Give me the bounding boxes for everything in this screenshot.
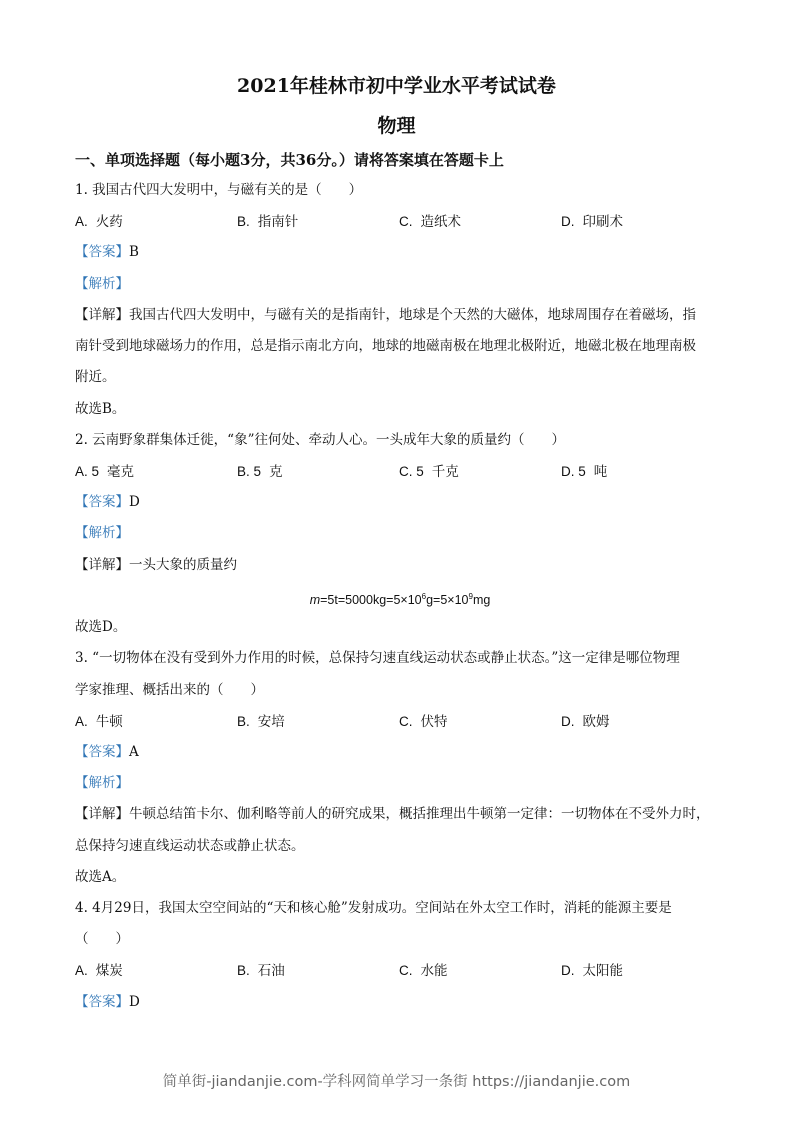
question-stem: 学家推理、概括出来的（ ） [75,681,264,698]
option-text: 伏特 [420,713,448,730]
answer-value: D [129,993,140,1010]
option-key: A. 5 [75,463,100,479]
detail-tag: 【详解】 [75,556,129,573]
option [75,955,237,986]
option-text: 石油 [257,963,285,980]
conclusion: 故选B。 [75,400,126,417]
detail-tag: 【详解】 [75,806,129,823]
option [399,456,561,487]
detail-line [75,799,725,830]
answer-tag: 【答案】 [75,244,129,261]
document-title: 2021年桂林市初中学业水平考试试卷 [237,75,556,97]
option [399,706,561,737]
option [237,955,399,986]
question-stem: 3. “一切物体在没有受到外力作用的时候，总保持匀速直线运动状态或静止状态。”这一定律是哪位物理 [75,650,680,667]
option-text: 吨 [593,463,608,480]
conclusion: 故选D。 [75,619,127,636]
answer-tag: 【答案】 [75,993,129,1010]
answer-line [75,237,725,268]
option-text: 印刷术 [582,214,623,231]
options-row [75,456,725,487]
question-list [75,175,725,1018]
answer-line [75,487,725,518]
option-key: A. [75,963,88,979]
detail-line [75,831,725,862]
option-key: C. [399,214,413,230]
question-stem: 2. 云南野象群集体迁徙，“象”往何处、牵动人心。一头成年大象的质量约（ ） [75,431,565,448]
option-text: 牛顿 [95,713,123,730]
detail-line [75,331,725,362]
option [561,456,723,487]
option-key: C. 5 [399,463,424,479]
analysis-tag: 【解析】 [75,275,129,292]
option-text: 煤炭 [95,963,123,980]
options-row [75,955,725,986]
answer-line [75,737,725,768]
formula-part: g=5×10 [426,593,469,607]
formula-part: =5t=5000kg=5×10 [320,593,422,607]
formula-exp: 6 [421,591,427,601]
question-stem: 1. 我国古代四大发明中，与磁有关的是（ ） [75,182,363,198]
option-key: B. 5 [237,463,262,479]
option [561,706,723,737]
option [237,456,399,487]
detail-text: 总保持匀速直线运动状态或静止状态。 [75,837,305,854]
option-key: D. [561,963,575,979]
option-text: 欧姆 [582,713,610,730]
option-text: 指南针 [257,214,299,231]
option-key: A. [75,713,88,729]
option-text: 水能 [420,963,448,980]
option-key: C. [399,963,413,979]
answer-value: D [129,494,140,511]
answer-value: B [129,244,139,261]
detail-line [75,300,725,331]
answer-tag: 【答案】 [75,743,129,760]
option-text: 克 [269,463,283,480]
answer-value: A [129,743,139,760]
formula [75,581,725,612]
option-key: D. [561,713,575,729]
detail-text: 牛顿总结笛卡尔、伽利略等前人的研究成果，概括推理出牛顿第一定律：一切物体在不受外力时， [129,806,710,823]
footer-watermark: 简单街-jiandanjie.com-学科网简单学习一条街 https://jiandanjie.com [162,1074,631,1090]
detail-line [75,550,725,581]
options-row [75,206,725,237]
option-text: 太阳能 [582,963,623,980]
option-text: 千克 [431,463,459,480]
option-text: 造纸术 [420,214,461,231]
option [75,206,237,237]
detail-text: 南针受到地球磁场力的作用，总是指示南北方向，地球的地磁南极在地理北极附近，地磁北极在地理南极 [75,338,696,355]
option-key: B. [237,963,250,979]
question-stem: 4. 4月29日，我国太空空间站的“天和核心舱”发射成功。空间站在外太空工作时，消耗的能源主要是 [75,900,672,917]
analysis-tag: 【解析】 [75,525,129,542]
detail-line [75,362,725,393]
detail-text: 一头大象的质量约 [129,556,237,573]
option-key: D. [561,214,575,230]
answer-tag: 【答案】 [75,494,129,511]
option-key: A. [75,214,88,230]
formula-var: m [309,593,321,607]
option-key: B. [237,214,250,230]
option [561,955,723,986]
analysis-tag: 【解析】 [75,775,129,792]
option [75,456,237,487]
question-stem: （ ） [75,931,129,948]
option [237,206,399,237]
option [237,706,399,737]
option-key: B. [237,713,250,729]
formula-part: mg [472,593,491,607]
detail-tag: 【详解】 [75,306,129,323]
option-text: 毫克 [107,463,135,480]
option-key: C. [399,713,413,729]
option [561,206,723,237]
option-text: 安培 [257,713,285,730]
options-row [75,706,725,737]
answer-line [75,987,725,1018]
option [75,706,237,737]
option-text: 火药 [95,214,123,231]
conclusion: 故选A。 [75,868,126,885]
option-key: D. 5 [561,463,586,479]
option [399,206,561,237]
formula-exp: 9 [468,591,473,601]
section-heading: 一、单项选择题（每小题3分，共36分。）请将答案填在答题卡上 [75,151,504,169]
option [399,955,561,986]
detail-text: 附近。 [75,369,116,386]
subject-title: 物理 [377,115,416,137]
detail-text: 我国古代四大发明中，与磁有关的是指南针，地球是个天然的大磁体，地球周围存在着磁场，指 [129,306,696,323]
